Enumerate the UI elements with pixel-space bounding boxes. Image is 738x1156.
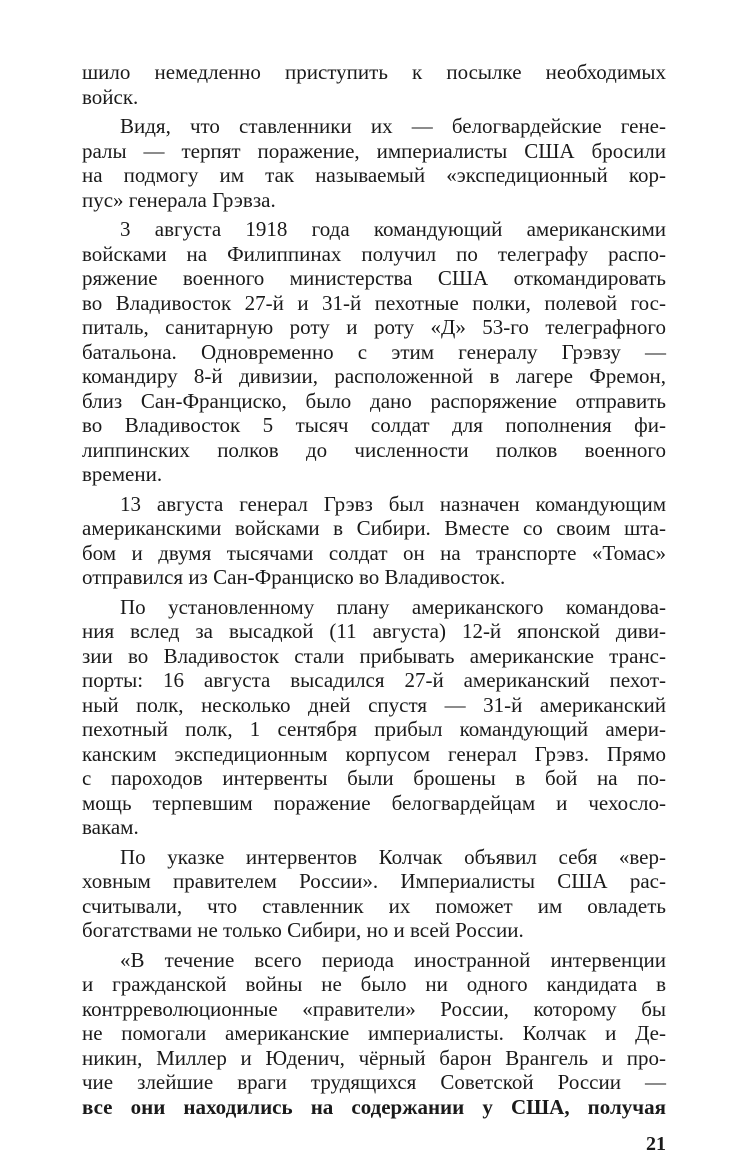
text-line: никин, Миллер и Юденич, чёрный барон Врангель и про-	[82, 1045, 666, 1070]
text-line: питаль, санитарную роту и роту «Д» 53-го телеграфного	[82, 315, 666, 339]
text-line: мощь терпевшим поражение белогвардейцам и чехосло-	[82, 790, 666, 815]
text-line: порты: 16 августа высадился 27-й американский пехот-	[82, 668, 666, 692]
text-line: ховным правителем России». Империалисты США рас-	[82, 869, 666, 893]
text-line: «В течение всего периода иностранной интервенции	[120, 947, 666, 972]
paragraph	[82, 845, 666, 943]
text-line: войсками на Филиппинах получил по телеграфу распо-	[82, 241, 666, 266]
text-line: с пароходов интервенты были брошены в бой на по-	[82, 766, 666, 790]
text-line: отправился из Сан-Франциско во Владивосток.	[82, 565, 506, 589]
text-line: не помогали американские империалисты. Колчак и Де-	[82, 1021, 666, 1045]
page-body	[82, 60, 666, 1124]
text-line: времени.	[82, 462, 163, 486]
text-line: ный полк, несколько дней спустя — 31-й американский	[82, 692, 666, 717]
paragraph	[82, 492, 666, 590]
text-line: ралы — терпят поражение, империалисты США бросили	[82, 138, 666, 163]
text-line: Видя, что ставленники их — белогвардейские гене-	[120, 114, 666, 138]
paragraph	[82, 595, 666, 840]
text-line: ния вслед за высадкой (11 августа) 12-й японской диви-	[82, 619, 666, 643]
text-line: войск.	[82, 84, 139, 109]
text-line: богатствами не только Сибири, но и всей России.	[82, 918, 524, 942]
text-line: шило немедленно приступить к посылке необходимых	[82, 60, 666, 84]
text-line: все они находились на содержании у США, получая	[82, 1094, 666, 1119]
paragraph	[82, 60, 666, 109]
text-line: близ Сан-Франциско, было дано распоряжение отправить	[82, 388, 666, 413]
text-line: 3 августа 1918 года командующий американскими	[120, 217, 666, 241]
text-line: на подмогу им так называемый «экспедиционный кор-	[82, 163, 666, 187]
text-line: ряжение военного министерства США откомандировать	[82, 266, 666, 290]
page-number: 21	[646, 1133, 666, 1155]
text-line: канским экспедиционным корпусом генерал Грэвз. Прямо	[82, 741, 666, 766]
text-line: липпинских полков до численности полков военного	[82, 437, 666, 462]
text-line: вакам.	[82, 815, 139, 839]
text-line: пехотный полк, 1 сентября прибыл командующий амери-	[82, 717, 666, 741]
text-line: и гражданской войны не было ни одного кандидата в	[82, 972, 666, 996]
text-line: батальона. Одновременно с этим генералу Грэвзу —	[82, 339, 666, 364]
text-line: По указке интервентов Колчак объявил себя «вер-	[120, 844, 666, 869]
paragraph	[82, 217, 666, 487]
text-line: По установленному плану американского командова-	[120, 594, 666, 619]
text-line: во Владивосток 5 тысяч солдат для пополнения фи-	[82, 413, 666, 437]
text-line: командиру 8-й дивизии, расположенной в лагере Фремон,	[82, 364, 666, 388]
text-line: зии во Владивосток стали прибывать американские транс-	[82, 643, 666, 668]
text-line: бом и двумя тысячами солдат он на транспорте «Томас»	[82, 540, 666, 565]
text-line: пус» генерала Грэвза.	[82, 187, 276, 212]
text-line: контрреволюционные «правители» России, которому бы	[82, 996, 666, 1021]
text-line: во Владивосток 27-й и 31-й пехотные полки, полевой гос-	[82, 290, 666, 315]
text-line: чие злейшие враги трудящихся Советской России —	[82, 1070, 666, 1094]
text-line: 13 августа генерал Грэвз был назначен командующим	[120, 491, 666, 516]
paragraph	[82, 114, 666, 212]
paragraph	[82, 948, 666, 1120]
text-line: американскими войсками в Сибири. Вместе со своим шта-	[82, 516, 666, 540]
text-line: считывали, что ставленник их поможет им овладеть	[82, 893, 666, 918]
